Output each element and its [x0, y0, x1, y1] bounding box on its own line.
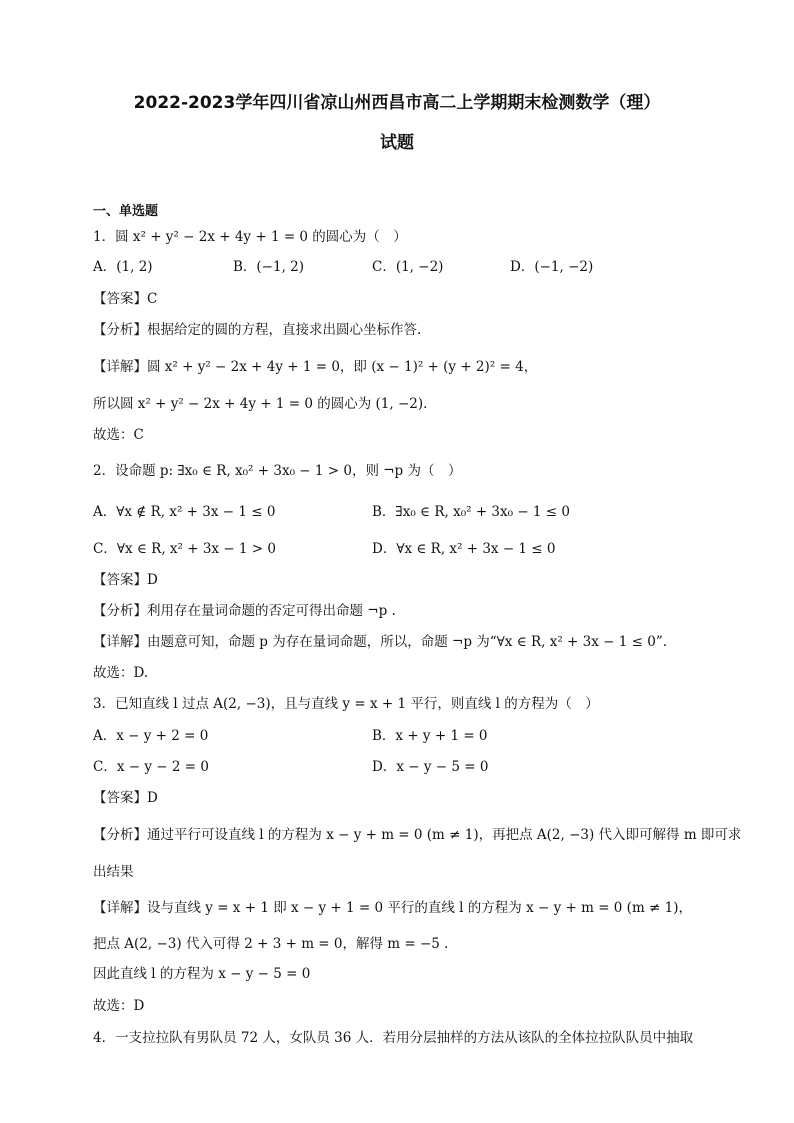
q1-stem: 1．圆 x² + y² − 2x + 4y + 1 = 0 的圆心为（ ） [93, 229, 407, 245]
q3-answer: 【答案】D [93, 790, 158, 806]
section-heading: 一、单选题 [93, 204, 159, 219]
q2-stem: 2．设命题 p: ∃x₀ ∈ R, x₀² + 3x₀ − 1 > 0，则 ¬p 为（ ） [93, 463, 462, 479]
q3-option-b: B．x + y + 1 = 0 [372, 728, 488, 744]
q1-detail-1: 【详解】圆 x² + y² − 2x + 4y + 1 = 0，即 (x − 1)² + (y + 2)² = 4， [93, 359, 538, 375]
q3-detail-1: 【详解】设与直线 y = x + 1 即 x − y + 1 = 0 平行的直线 l 的方程为 x − y + m = 0 (m ≠ 1)， [93, 900, 692, 916]
q2-option-b: B．∃x₀ ∈ R, x₀² + 3x₀ − 1 ≤ 0 [372, 504, 571, 520]
q3-option-d: D．x − y − 5 = 0 [372, 759, 489, 775]
q2-answer: 【答案】D [93, 572, 158, 588]
q1-detail-2: 所以圆 x² + y² − 2x + 4y + 1 = 0 的圆心为 (1, −2). [93, 396, 428, 412]
q1-answer: 【答案】C [93, 291, 158, 307]
q2-option-a: A．∀x ∉ R, x² + 3x − 1 ≤ 0 [93, 504, 276, 520]
q2-conclusion: 故选：D. [93, 665, 149, 681]
q3-detail-2: 把点 A(2, −3) 代入可得 2 + 3 + m = 0，解得 m = −5 . [93, 936, 449, 952]
q3-detail-3: 因此直线 l 的方程为 x − y − 5 = 0 [93, 966, 311, 982]
q1-analysis: 【分析】根据给定的圆的方程，直接求出圆心坐标作答. [93, 322, 422, 338]
page-title-line1: 2022-2023学年四川省凉山州西昌市高二上学期期末检测数学（理） [133, 93, 661, 113]
q1-conclusion: 故选：C [93, 427, 144, 443]
q1-option-d: D．(−1, −2) [510, 259, 594, 275]
q2-analysis: 【分析】利用存在量词命题的否定可得出命题 ¬p . [93, 603, 396, 619]
q1-option-c: C．(1, −2) [372, 259, 444, 275]
q3-option-c: C．x − y − 2 = 0 [93, 759, 209, 775]
q2-option-c: C．∀x ∈ R, x² + 3x − 1 > 0 [93, 541, 277, 557]
q4-stem: 4．一支拉拉队有男队员 72 人，女队员 36 人．若用分层抽样的方法从该队的全体拉拉队队员中抽取 [93, 1030, 694, 1046]
q1-option-b: B．(−1, 2) [233, 259, 305, 275]
q2-option-d: D．∀x ∈ R, x² + 3x − 1 ≤ 0 [372, 541, 556, 557]
q3-analysis-2: 出结果 [93, 864, 134, 880]
q3-conclusion: 故选：D [93, 998, 145, 1014]
q3-analysis-1: 【分析】通过平行可设直线 l 的方程为 x − y + m = 0 (m ≠ 1)，再把点 A(2, −3) 代入即可解得 m 即可求 [93, 827, 742, 843]
page-title-line2: 试题 [380, 133, 414, 153]
q3-option-a: A．x − y + 2 = 0 [93, 728, 209, 744]
q3-stem: 3．已知直线 l 过点 A(2, −3)，且与直线 y = x + 1 平行，则直线 l 的方程为（ ） [93, 696, 599, 712]
q1-option-a: A．(1, 2) [93, 259, 153, 275]
q2-detail: 【详解】由题意可知，命题 p 为存在量词命题，所以，命题 ¬p 为“∀x ∈ R, x² + 3x − 1 ≤ 0”. [93, 634, 668, 650]
